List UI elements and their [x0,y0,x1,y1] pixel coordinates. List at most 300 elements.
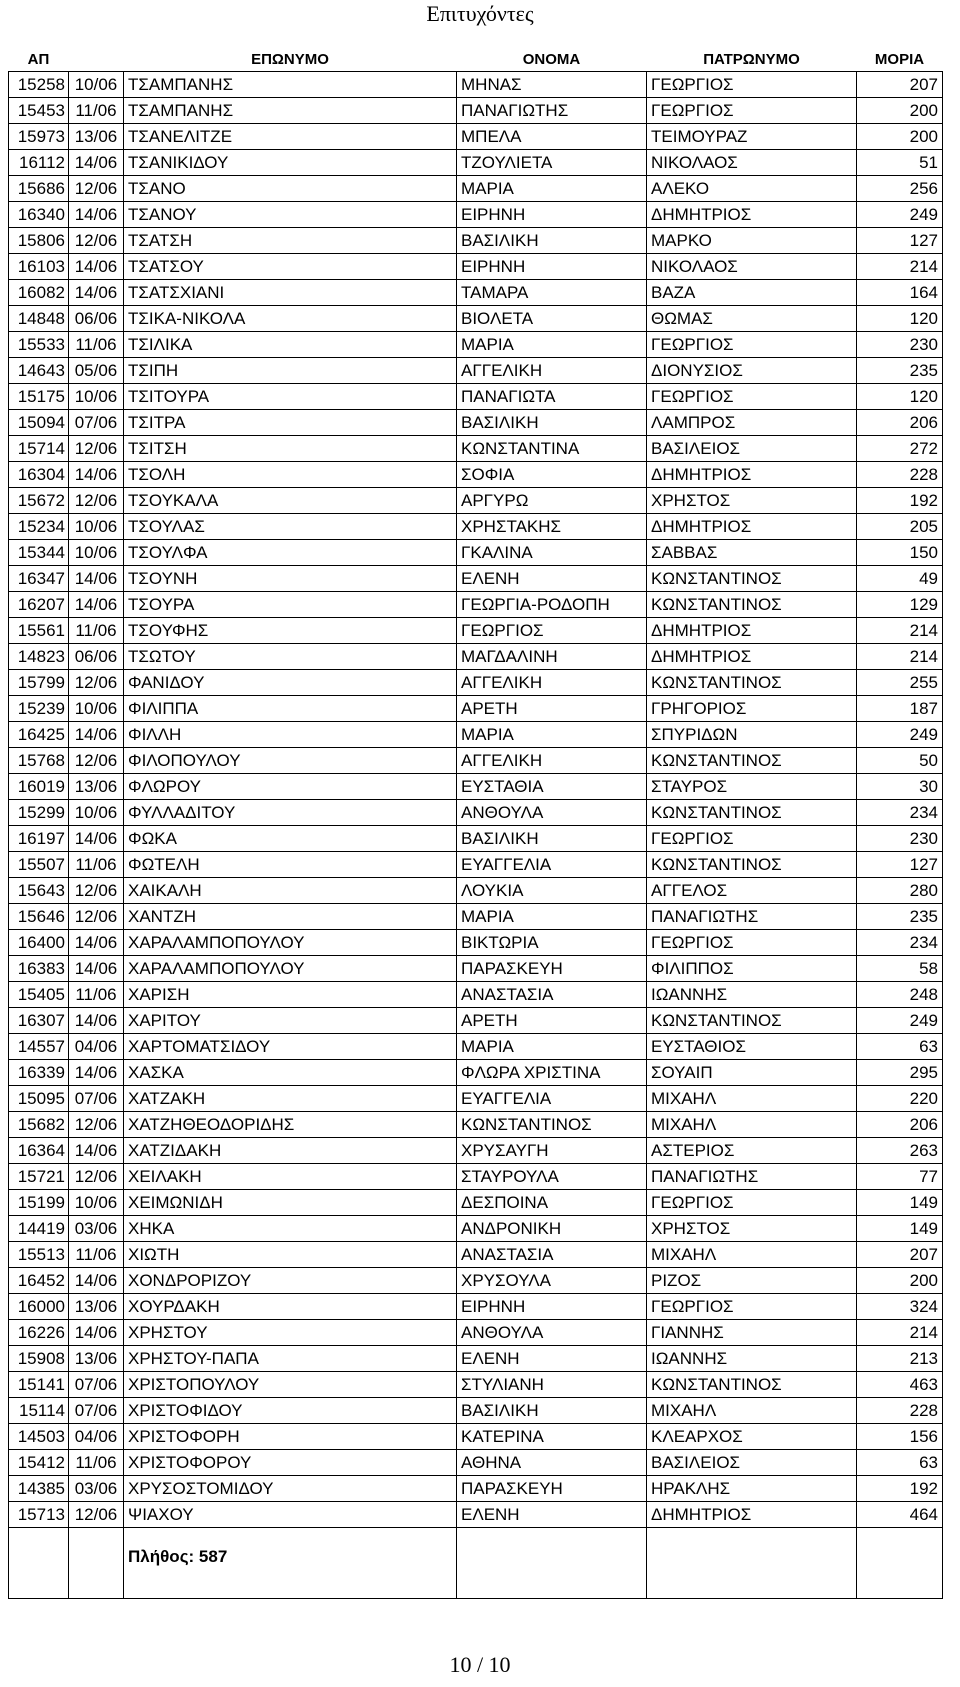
cell-ap: 15094 [9,410,69,436]
cell-date: 12/06 [69,436,124,462]
cell-score: 205 [857,514,943,540]
cell-score: 249 [857,722,943,748]
cell-father: ΑΣΤΕΡΙΟΣ [647,1138,857,1164]
cell-score: 63 [857,1034,943,1060]
cell-name: ΓΚΑΛΙΝΑ [457,540,647,566]
table-row [9,540,943,566]
cell-name: ΕΥΑΓΓΕΛΙΑ [457,852,647,878]
cell-surname: ΦΩΤΕΛΗ [124,852,457,878]
header-date [69,48,124,72]
cell-score: 127 [857,852,943,878]
cell-name: ΜΑΡΙΑ [457,176,647,202]
cell-date: 13/06 [69,124,124,150]
cell-ap: 15258 [9,72,69,98]
cell-ap: 14643 [9,358,69,384]
cell-name: ΒΑΣΙΛΙΚΗ [457,1398,647,1424]
cell-ap: 15234 [9,514,69,540]
cell-father: ΧΡΗΣΤΟΣ [647,488,857,514]
cell-name: ΠΑΡΑΣΚΕΥΗ [457,956,647,982]
cell-ap: 16000 [9,1294,69,1320]
cell-ap: 16307 [9,1008,69,1034]
cell-date: 12/06 [69,904,124,930]
cell-ap: 15908 [9,1346,69,1372]
cell-surname: ΧΑΙΚΑΛΗ [124,878,457,904]
cell-father: ΑΛΕΚΟ [647,176,857,202]
table-row [9,956,943,982]
cell-surname: ΧΕΙΛΑΚΗ [124,1164,457,1190]
table-body [9,72,943,1528]
table-row [9,1060,943,1086]
cell-ap: 15299 [9,800,69,826]
cell-score: 200 [857,98,943,124]
table-row [9,722,943,748]
cell-score: 149 [857,1216,943,1242]
cell-date: 10/06 [69,800,124,826]
cell-ap: 15806 [9,228,69,254]
cell-score: 187 [857,696,943,722]
cell-surname: ΤΣΙΤΡΑ [124,410,457,436]
cell-date: 04/06 [69,1424,124,1450]
cell-date: 03/06 [69,1216,124,1242]
cell-date: 10/06 [69,72,124,98]
cell-name: ΓΕΩΡΓΙΟΣ [457,618,647,644]
cell-father: ΒΑΖΑ [647,280,857,306]
cell-name: ΜΑΡΙΑ [457,1034,647,1060]
cell-name: ΑΡΕΤΗ [457,1008,647,1034]
cell-ap: 15713 [9,1502,69,1528]
cell-ap: 14848 [9,306,69,332]
header-surname: ΕΠΩΝΥΜΟ [251,51,329,68]
cell-father: ΓΕΩΡΓΙΟΣ [647,826,857,852]
cell-ap: 15239 [9,696,69,722]
cell-score: 207 [857,1242,943,1268]
table-row [9,1450,943,1476]
cell-surname: ΤΣΙΚΑ-ΝΙΚΟΛΑ [124,306,457,332]
cell-ap: 14419 [9,1216,69,1242]
table-row [9,1424,943,1450]
cell-ap: 15114 [9,1398,69,1424]
cell-surname: ΤΣΙΠΗ [124,358,457,384]
cell-ap: 16197 [9,826,69,852]
cell-ap: 14557 [9,1034,69,1060]
cell-score: 150 [857,540,943,566]
cell-father: ΠΑΝΑΓΙΩΤΗΣ [647,1164,857,1190]
cell-father: ΣΟΥΑΙΠ [647,1060,857,1086]
table-row [9,852,943,878]
cell-score: 206 [857,410,943,436]
cell-surname: ΤΣΑΝΕΛΙΤΖΕ [124,124,457,150]
cell-date: 07/06 [69,410,124,436]
cell-score: 120 [857,384,943,410]
table-row [9,592,943,618]
cell-score: 51 [857,150,943,176]
cell-score: 464 [857,1502,943,1528]
cell-ap: 15175 [9,384,69,410]
cell-score: 127 [857,228,943,254]
cell-father: ΜΙΧΑΗΛ [647,1086,857,1112]
cell-score: 214 [857,618,943,644]
table-footer [9,1528,943,1599]
cell-date: 14/06 [69,956,124,982]
table-row [9,800,943,826]
cell-father: ΓΕΩΡΓΙΟΣ [647,98,857,124]
cell-name: ΦΛΩΡΑ ΧΡΙΣΤΙΝΑ [457,1060,647,1086]
cell-ap: 16019 [9,774,69,800]
cell-name: ΤΑΜΑΡΑ [457,280,647,306]
cell-surname: ΤΣΙΛΙΚΑ [124,332,457,358]
cell-score: 324 [857,1294,943,1320]
cell-name: ΕΛΕΝΗ [457,566,647,592]
cell-father: ΔΙΟΝΥΣΙΟΣ [647,358,857,384]
cell-score: 263 [857,1138,943,1164]
cell-father: ΔΗΜΗΤΡΙΟΣ [647,618,857,644]
cell-score: 220 [857,1086,943,1112]
cell-name: ΕΥΑΓΓΕΛΙΑ [457,1086,647,1112]
cell-surname: ΧΑΡΑΛΑΜΠΟΠΟΥΛΟΥ [124,930,457,956]
cell-score: 255 [857,670,943,696]
cell-name: ΔΕΣΠΟΙΝΑ [457,1190,647,1216]
cell-date: 11/06 [69,618,124,644]
cell-date: 14/06 [69,1138,124,1164]
cell-score: 156 [857,1424,943,1450]
cell-name: ΑΝΑΣΤΑΣΙΑ [457,1242,647,1268]
cell-name: ΜΑΡΙΑ [457,332,647,358]
cell-surname: ΧΑΤΖΙΔΑΚΗ [124,1138,457,1164]
cell-surname: ΦΙΛΟΠΟΥΛΟΥ [124,748,457,774]
cell-surname: ΦΙΛΙΠΠΑ [124,696,457,722]
cell-date: 11/06 [69,852,124,878]
cell-name: ΑΝΔΡΟΝΙΚΗ [457,1216,647,1242]
cell-name: ΕΛΕΝΗ [457,1502,647,1528]
cell-ap: 15533 [9,332,69,358]
table-row [9,982,943,1008]
cell-father: ΓΕΩΡΓΙΟΣ [647,384,857,410]
table-row [9,904,943,930]
cell-score: 248 [857,982,943,1008]
cell-date: 14/06 [69,280,124,306]
cell-score: 30 [857,774,943,800]
cell-name: ΕΙΡΗΝΗ [457,254,647,280]
cell-father: ΣΑΒΒΑΣ [647,540,857,566]
cell-surname: ΧΑΣΚΑ [124,1060,457,1086]
cell-surname: ΧΡΗΣΤΟΥ-ΠΑΠΑ [124,1346,457,1372]
cell-name: ΧΡΥΣΟΥΛΑ [457,1268,647,1294]
cell-name: ΜΗΝΑΣ [457,72,647,98]
cell-father: ΘΩΜΑΣ [647,306,857,332]
cell-surname: ΧΡΗΣΤΟΥ [124,1320,457,1346]
cell-surname: ΧΑΡΤΟΜΑΤΣΙΔΟΥ [124,1034,457,1060]
table-row [9,176,943,202]
cell-date: 14/06 [69,930,124,956]
table-row [9,358,943,384]
cell-surname: ΧΡΙΣΤΟΠΟΥΛΟΥ [124,1372,457,1398]
cell-date: 12/06 [69,488,124,514]
header-ap: ΑΠ [27,51,50,68]
cell-date: 07/06 [69,1372,124,1398]
cell-name: ΕΛΕΝΗ [457,1346,647,1372]
cell-date: 13/06 [69,1294,124,1320]
table-row [9,384,943,410]
cell-father: ΚΩΝΣΤΑΝΤΙΝΟΣ [647,800,857,826]
cell-ap: 15686 [9,176,69,202]
cell-name: ΚΩΝΣΤΑΝΤΙΝΑ [457,436,647,462]
cell-name: ΧΡΥΣΑΥΓΗ [457,1138,647,1164]
cell-surname: ΤΣΟΥΛΑΣ [124,514,457,540]
cell-name: ΜΑΡΙΑ [457,722,647,748]
cell-surname: ΧΑΝΤΖΗ [124,904,457,930]
cell-score: 272 [857,436,943,462]
table-row [9,1086,943,1112]
table-row [9,98,943,124]
cell-father: ΚΩΝΣΤΑΝΤΙΝΟΣ [647,1372,857,1398]
cell-score: 230 [857,826,943,852]
cell-date: 14/06 [69,826,124,852]
cell-surname: ΧΟΝΔΡΟΡΙΖΟΥ [124,1268,457,1294]
cell-ap: 14823 [9,644,69,670]
table-row [9,1502,943,1528]
cell-date: 06/06 [69,644,124,670]
cell-ap: 15344 [9,540,69,566]
cell-ap: 16226 [9,1320,69,1346]
cell-date: 14/06 [69,592,124,618]
total-count: Πλήθος: 587 [124,1542,457,1572]
cell-father: ΔΗΜΗΤΡΙΟΣ [647,462,857,488]
cell-date: 11/06 [69,332,124,358]
cell-score: 214 [857,254,943,280]
table-row [9,826,943,852]
cell-name: ΣΤΥΛΙΑΝΗ [457,1372,647,1398]
cell-name: ΛΟΥΚΙΑ [457,878,647,904]
cell-surname: ΤΣΙΤΣΗ [124,436,457,462]
cell-score: 129 [857,592,943,618]
cell-surname: ΤΣΟΥΛΦΑ [124,540,457,566]
cell-ap: 16082 [9,280,69,306]
table-row [9,670,943,696]
cell-name: ΒΑΣΙΛΙΚΗ [457,410,647,436]
cell-date: 12/06 [69,176,124,202]
cell-ap: 16304 [9,462,69,488]
cell-father: ΣΤΑΥΡΟΣ [647,774,857,800]
cell-father: ΕΥΣΤΑΘΙΟΣ [647,1034,857,1060]
table-row [9,1398,943,1424]
table-row [9,748,943,774]
cell-father: ΚΩΝΣΤΑΝΤΙΝΟΣ [647,592,857,618]
table-header-row [9,48,943,72]
cell-name: ΑΝΘΟΥΛΑ [457,800,647,826]
cell-date: 11/06 [69,1242,124,1268]
cell-ap: 16425 [9,722,69,748]
cell-date: 11/06 [69,98,124,124]
cell-name: ΣΤΑΥΡΟΥΛΑ [457,1164,647,1190]
cell-surname: ΧΡΙΣΤΟΦΟΡΗ [124,1424,457,1450]
cell-date: 06/06 [69,306,124,332]
cell-father: ΦΙΛΙΠΠΟΣ [647,956,857,982]
cell-score: 120 [857,306,943,332]
cell-name: ΓΕΩΡΓΙΑ-ΡΟΔΟΠΗ [457,592,647,618]
cell-date: 04/06 [69,1034,124,1060]
cell-ap: 15453 [9,98,69,124]
cell-date: 10/06 [69,514,124,540]
cell-ap: 15646 [9,904,69,930]
cell-father: ΓΕΩΡΓΙΟΣ [647,1190,857,1216]
cell-surname: ΤΣΑΝΟΥ [124,202,457,228]
cell-date: 03/06 [69,1476,124,1502]
table-row [9,878,943,904]
cell-father: ΝΙΚΟΛΑΟΣ [647,150,857,176]
cell-surname: ΧΑΤΖΑΚΗ [124,1086,457,1112]
cell-name: ΕΥΣΤΑΘΙΑ [457,774,647,800]
cell-date: 14/06 [69,202,124,228]
cell-father: ΤΕΙΜΟΥΡΑΖ [647,124,857,150]
table-row [9,1320,943,1346]
cell-score: 280 [857,878,943,904]
cell-score: 235 [857,358,943,384]
cell-surname: ΦΥΛΛΑΔΙΤΟΥ [124,800,457,826]
table-row [9,644,943,670]
cell-ap: 15714 [9,436,69,462]
cell-surname: ΤΣΟΥΦΗΣ [124,618,457,644]
cell-score: 164 [857,280,943,306]
cell-surname: ΧΡΙΣΤΟΦΟΡΟΥ [124,1450,457,1476]
cell-surname: ΤΣΟΛΗ [124,462,457,488]
cell-score: 214 [857,1320,943,1346]
table-row [9,514,943,540]
cell-father: ΔΗΜΗΤΡΙΟΣ [647,1502,857,1528]
cell-father: ΔΗΜΗΤΡΙΟΣ [647,644,857,670]
cell-score: 228 [857,1398,943,1424]
cell-surname: ΤΣΙΤΟΥΡΑ [124,384,457,410]
cell-score: 63 [857,1450,943,1476]
cell-father: ΗΡΑΚΛΗΣ [647,1476,857,1502]
cell-surname: ΧΑΡΑΛΑΜΠΟΠΟΥΛΟΥ [124,956,457,982]
cell-ap: 16364 [9,1138,69,1164]
cell-date: 13/06 [69,774,124,800]
cell-father: ΜΙΧΑΗΛ [647,1398,857,1424]
cell-ap: 16339 [9,1060,69,1086]
cell-score: 463 [857,1372,943,1398]
cell-date: 07/06 [69,1086,124,1112]
cell-surname: ΤΣΟΥΚΑΛΑ [124,488,457,514]
table-row [9,1476,943,1502]
cell-name: ΑΝΑΣΤΑΣΙΑ [457,982,647,1008]
cell-surname: ΦΑΝΙΔΟΥ [124,670,457,696]
cell-name: ΚΩΝΣΤΑΝΤΙΝΟΣ [457,1112,647,1138]
cell-surname: ΦΩΚΑ [124,826,457,852]
cell-score: 249 [857,1008,943,1034]
table-row [9,1008,943,1034]
table-row [9,254,943,280]
cell-name: ΑΝΘΟΥΛΑ [457,1320,647,1346]
cell-date: 10/06 [69,1190,124,1216]
header-name: ΟΝΟΜΑ [522,51,581,68]
cell-score: 228 [857,462,943,488]
table-row [9,72,943,98]
cell-score: 192 [857,1476,943,1502]
cell-ap: 15507 [9,852,69,878]
cell-ap: 15799 [9,670,69,696]
cell-surname: ΧΙΩΤΗ [124,1242,457,1268]
cell-ap: 16400 [9,930,69,956]
cell-date: 12/06 [69,878,124,904]
cell-father: ΝΙΚΟΛΑΟΣ [647,254,857,280]
cell-score: 77 [857,1164,943,1190]
cell-father: ΚΩΝΣΤΑΝΤΙΝΟΣ [647,852,857,878]
table-row [9,1164,943,1190]
cell-name: ΒΙΚΤΩΡΙΑ [457,930,647,956]
table-row [9,1138,943,1164]
cell-surname: ΤΣΑΤΣΗ [124,228,457,254]
cell-ap: 16207 [9,592,69,618]
cell-surname: ΦΛΩΡΟΥ [124,774,457,800]
cell-date: 12/06 [69,228,124,254]
cell-father: ΡΙΖΟΣ [647,1268,857,1294]
cell-date: 14/06 [69,1320,124,1346]
cell-name: ΜΠΕΛΑ [457,124,647,150]
total-row [9,1542,943,1572]
table-row [9,488,943,514]
cell-surname: ΨΙΑΧΟΥ [124,1502,457,1528]
cell-date: 11/06 [69,982,124,1008]
cell-ap: 15643 [9,878,69,904]
cell-name: ΜΑΓΔΑΛΙΝΗ [457,644,647,670]
cell-surname: ΤΣΑΝΟ [124,176,457,202]
cell-surname: ΤΣΑΜΠΑΝΗΣ [124,98,457,124]
cell-surname: ΤΣΑΝΙΚΙΔΟΥ [124,150,457,176]
cell-surname: ΤΣΑΤΣΟΥ [124,254,457,280]
cell-name: ΜΑΡΙΑ [457,904,647,930]
table-row [9,696,943,722]
header-father: ΠΑΤΡΩΝΥΜΟ [703,51,800,68]
cell-date: 10/06 [69,384,124,410]
table-row [9,1268,943,1294]
table-row [9,150,943,176]
cell-score: 49 [857,566,943,592]
table-row [9,566,943,592]
cell-date: 14/06 [69,722,124,748]
cell-score: 230 [857,332,943,358]
table-row [9,306,943,332]
cell-father: ΓΡΗΓΟΡΙΟΣ [647,696,857,722]
table-row [9,1346,943,1372]
cell-father: ΔΗΜΗΤΡΙΟΣ [647,514,857,540]
cell-father: ΓΕΩΡΓΙΟΣ [647,930,857,956]
cell-date: 07/06 [69,1398,124,1424]
cell-date: 10/06 [69,540,124,566]
cell-surname: ΧΟΥΡΔΑΚΗ [124,1294,457,1320]
cell-father: ΑΓΓΕΛΟΣ [647,878,857,904]
cell-name: ΑΓΓΕΛΙΚΗ [457,670,647,696]
cell-date: 11/06 [69,1450,124,1476]
cell-date: 14/06 [69,1268,124,1294]
table-row [9,1190,943,1216]
cell-name: ΧΡΗΣΤΑΚΗΣ [457,514,647,540]
table-row [9,930,943,956]
cell-father: ΔΗΜΗΤΡΙΟΣ [647,202,857,228]
cell-surname: ΦΙΛΛΗ [124,722,457,748]
cell-surname: ΤΣΟΥΝΗ [124,566,457,592]
cell-score: 234 [857,800,943,826]
cell-date: 10/06 [69,696,124,722]
cell-name: ΕΙΡΗΝΗ [457,202,647,228]
cell-father: ΒΑΣΙΛΕΙΟΣ [647,436,857,462]
cell-name: ΑΡΕΤΗ [457,696,647,722]
cell-father: ΙΩΑΝΝΗΣ [647,1346,857,1372]
spacer-row [9,1528,943,1543]
cell-date: 14/06 [69,150,124,176]
cell-score: 249 [857,202,943,228]
cell-father: ΚΩΝΣΤΑΝΤΙΝΟΣ [647,748,857,774]
cell-score: 214 [857,644,943,670]
